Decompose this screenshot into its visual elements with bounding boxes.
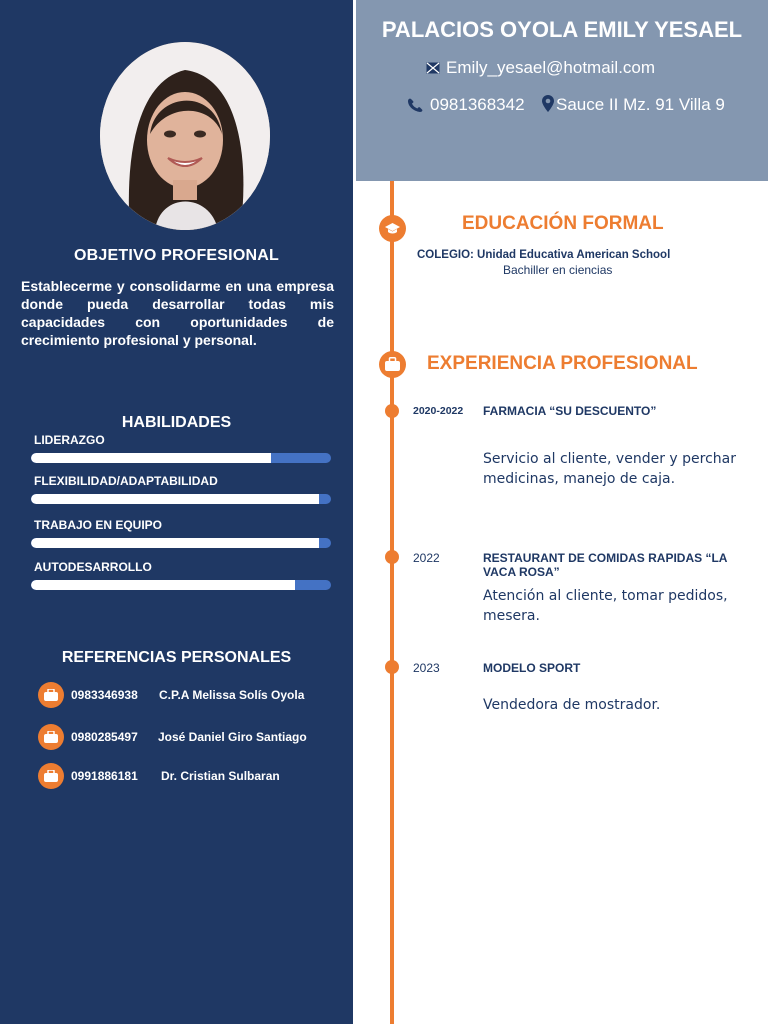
phone-text: 0981368342: [430, 95, 525, 114]
experience-description: Vendedora de mostrador.: [483, 697, 661, 713]
skill-label: LIDERAZGO: [34, 433, 105, 447]
objective-text: Establecerme y consolidarme en una empresa donde pueda desarrollar todas mis capacidades con oportunidades de crecimiento profesional y personal.: [21, 278, 334, 348]
reference-item: [38, 724, 338, 750]
skill-label: FLEXIBILIDAD/ADAPTABILIDAD: [34, 474, 218, 488]
skills-title: HABILIDADES: [121, 414, 232, 431]
skill-bar: [31, 453, 331, 463]
skill-item: [31, 433, 331, 463]
graduation-cap-icon: [379, 215, 406, 242]
timeline-dot: [385, 404, 399, 418]
experience-date: 2020-2022: [413, 405, 464, 417]
reference-item: [38, 763, 338, 789]
address-line: [542, 95, 725, 117]
address-text: Sauce II Mz. 91 Villa 9: [556, 95, 725, 114]
education-school: COLEGIO: Unidad Educativa American School: [417, 249, 671, 261]
phone-line: [406, 95, 525, 117]
full-name: PALACIOS OYOLA EMILY YESAEL: [381, 17, 743, 42]
briefcase-icon: [38, 724, 64, 750]
skill-bar: [31, 538, 331, 548]
references-title: REFERENCIAS PERSONALES: [61, 649, 292, 666]
skill-fill: [31, 494, 319, 504]
timeline-line: [390, 181, 394, 1024]
skill-fill: [31, 538, 319, 548]
reference-name: José Daniel Giro Santiago: [158, 730, 307, 744]
skill-item: [31, 560, 331, 590]
envelope-icon: [426, 60, 440, 80]
header: [356, 0, 768, 181]
skill-bar: [31, 494, 331, 504]
timeline-dot: [385, 660, 399, 674]
experience-company: RESTAURANT DE COMIDAS RAPIDAS “LA VACA ROSA”: [483, 551, 728, 579]
skill-item: [31, 474, 331, 504]
skill-label: TRABAJO EN EQUIPO: [34, 518, 163, 532]
profile-photo: [100, 42, 270, 230]
experience-date: 2022: [413, 551, 440, 565]
briefcase-icon: [38, 682, 64, 708]
reference-name: C.P.A Melissa Solís Oyola: [159, 688, 305, 702]
experience-date: 2023: [413, 661, 440, 675]
experience-company: FARMACIA “SU DESCUENTO”: [483, 404, 657, 418]
skill-fill: [31, 580, 295, 590]
sidebar: [0, 0, 353, 1024]
experience-description: Atención al cliente, tomar pedidos, mesera.: [483, 588, 728, 624]
skill-fill: [31, 453, 271, 463]
skill-item: [31, 518, 331, 548]
objective-title: OBJETIVO PROFESIONAL: [74, 247, 279, 264]
map-pin-icon: [542, 95, 554, 117]
skill-label: AUTODESARROLLO: [34, 560, 152, 574]
email-line: [426, 58, 655, 80]
email-text: Emily_yesael@hotmail.com: [446, 58, 656, 77]
education-title: EDUCACIÓN FORMAL: [462, 213, 664, 234]
timeline-dot: [385, 550, 399, 564]
reference-item: [38, 682, 338, 708]
reference-name: Dr. Cristian Sulbaran: [161, 769, 280, 783]
reference-phone: 0980285497: [71, 730, 138, 744]
experience-company: MODELO SPORT: [483, 661, 581, 675]
phone-icon: [406, 97, 424, 117]
reference-phone: 0983346938: [71, 688, 138, 702]
skill-bar: [31, 580, 331, 590]
experience-description: Servicio al cliente, vender y perchar medicinas, manejo de caja.: [483, 451, 736, 487]
briefcase-icon: [38, 763, 64, 789]
briefcase-icon: [379, 351, 406, 378]
reference-phone: 0991886181: [71, 769, 138, 783]
experience-title: EXPERIENCIA PROFESIONAL: [427, 353, 698, 374]
education-degree: Bachiller en ciencias: [503, 263, 613, 277]
